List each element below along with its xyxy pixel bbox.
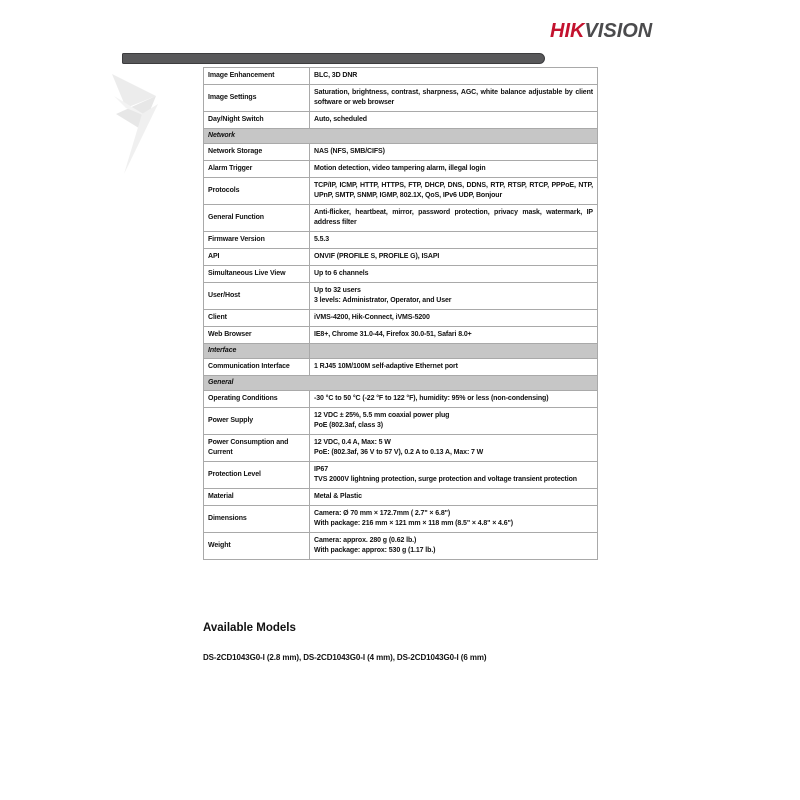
spec-label: Power Consumption and Current	[204, 435, 310, 462]
spec-value: IP67 TVS 2000V lightning protection, surge protection and voltage transient protection	[310, 462, 598, 489]
spec-value: 5.5.3	[310, 232, 598, 249]
spec-value: Metal & Plastic	[310, 489, 598, 506]
spec-value: Saturation, brightness, contrast, sharpness, AGC, white balance adjustable by client software or web browser	[310, 85, 598, 112]
spec-value: Up to 32 users 3 levels: Administrator, Operator, and User	[310, 283, 598, 310]
spec-value: 12 VDC, 0.4 A, Max: 5 W PoE: (802.3af, 36 V to 57 V), 0.2 A to 0.13 A, Max: 7 W	[310, 435, 598, 462]
section-title: Network	[204, 129, 598, 144]
spec-row	[204, 161, 598, 178]
hikvision-logo	[550, 20, 652, 43]
spec-value: TCP/IP, ICMP, HTTP, HTTPS, FTP, DHCP, DNS, DDNS, RTP, RTSP, RTCP, PPPoE, NTP, UPnP, SMTP, SNMP, IGMP, 802.1X, QoS, IPv6 UDP, Bonjour	[310, 178, 598, 205]
spec-label: Power Supply	[204, 408, 310, 435]
spec-value: Camera: Ø 70 mm × 172.7mm ( 2.7" × 6.8") With package: 216 mm × 121 mm × 118 mm (8.5" × 4.8" × 4.6")	[310, 506, 598, 533]
available-models-heading: Available Models	[203, 622, 296, 634]
header-divider-bar	[122, 53, 545, 64]
section-header-row	[204, 376, 598, 391]
spec-value: 1 RJ45 10M/100M self-adaptive Ethernet port	[310, 359, 598, 376]
spec-table-body	[204, 68, 598, 560]
spec-value: Anti-flicker, heartbeat, mirror, password protection, privacy mask, watermark, IP address filter	[310, 205, 598, 232]
spec-label: Client	[204, 310, 310, 327]
spec-table	[203, 67, 598, 560]
spec-row	[204, 85, 598, 112]
spec-row	[204, 408, 598, 435]
spec-row	[204, 205, 598, 232]
spec-label: Weight	[204, 533, 310, 560]
spec-value: IE8+, Chrome 31.0-44, Firefox 30.0-51, Safari 8.0+	[310, 327, 598, 344]
spec-row	[204, 359, 598, 376]
spec-row	[204, 506, 598, 533]
spec-row	[204, 249, 598, 266]
spec-value: Auto, scheduled	[310, 112, 598, 129]
section-title: Interface	[204, 344, 310, 359]
section-title: General	[204, 376, 598, 391]
logo-vision-text: VISION	[584, 20, 653, 42]
spec-row	[204, 435, 598, 462]
spec-value: -30 °C to 50 °C (-22 °F to 122 °F), humidity: 95% or less (non-condensing)	[310, 391, 598, 408]
spec-row	[204, 68, 598, 85]
spec-label: Web Browser	[204, 327, 310, 344]
spec-row	[204, 112, 598, 129]
spec-value: BLC, 3D DNR	[310, 68, 598, 85]
spec-row	[204, 489, 598, 506]
spec-label: Protocols	[204, 178, 310, 205]
spec-row	[204, 462, 598, 489]
spec-label: API	[204, 249, 310, 266]
spec-label: Communication Interface	[204, 359, 310, 376]
spec-value: ONVIF (PROFILE S, PROFILE G), ISAPI	[310, 249, 598, 266]
section-header-row	[204, 344, 598, 359]
section-title-spacer	[310, 344, 598, 359]
spec-label: Simultaneous Live View	[204, 266, 310, 283]
spec-label: Network Storage	[204, 144, 310, 161]
logo-hik-text: HIK	[550, 20, 585, 42]
spec-row	[204, 327, 598, 344]
spec-value: Camera: approx. 280 g (0.62 lb.) With package: approx: 530 g (1.17 lb.)	[310, 533, 598, 560]
spec-label: Day/Night Switch	[204, 112, 310, 129]
spec-row	[204, 391, 598, 408]
spec-label: General Function	[204, 205, 310, 232]
spec-row	[204, 310, 598, 327]
spec-label: Image Settings	[204, 85, 310, 112]
spec-label: Protection Level	[204, 462, 310, 489]
spec-row	[204, 283, 598, 310]
spec-value: Up to 6 channels	[310, 266, 598, 283]
available-models-list: DS-2CD1043G0-I (2.8 mm), DS-2CD1043G0-I (4 mm), DS-2CD1043G0-I (6 mm)	[203, 653, 487, 662]
spec-value: Motion detection, video tampering alarm, illegal login	[310, 161, 598, 178]
spec-row	[204, 144, 598, 161]
spec-label: Dimensions	[204, 506, 310, 533]
spec-label: Material	[204, 489, 310, 506]
spec-row	[204, 232, 598, 249]
spec-label: Image Enhancement	[204, 68, 310, 85]
spec-label: Alarm Trigger	[204, 161, 310, 178]
section-header-row	[204, 129, 598, 144]
spec-label: User/Host	[204, 283, 310, 310]
spec-value: 12 VDC ± 25%, 5.5 mm coaxial power plug PoE (802.3af, class 3)	[310, 408, 598, 435]
spec-label: Firmware Version	[204, 232, 310, 249]
spec-value: NAS (NFS, SMB/CIFS)	[310, 144, 598, 161]
spec-row	[204, 266, 598, 283]
spec-row	[204, 178, 598, 205]
watermark-graphic	[106, 66, 170, 178]
spec-label: Operating Conditions	[204, 391, 310, 408]
spec-row	[204, 533, 598, 560]
spec-value: iVMS-4200, Hik-Connect, iVMS-5200	[310, 310, 598, 327]
